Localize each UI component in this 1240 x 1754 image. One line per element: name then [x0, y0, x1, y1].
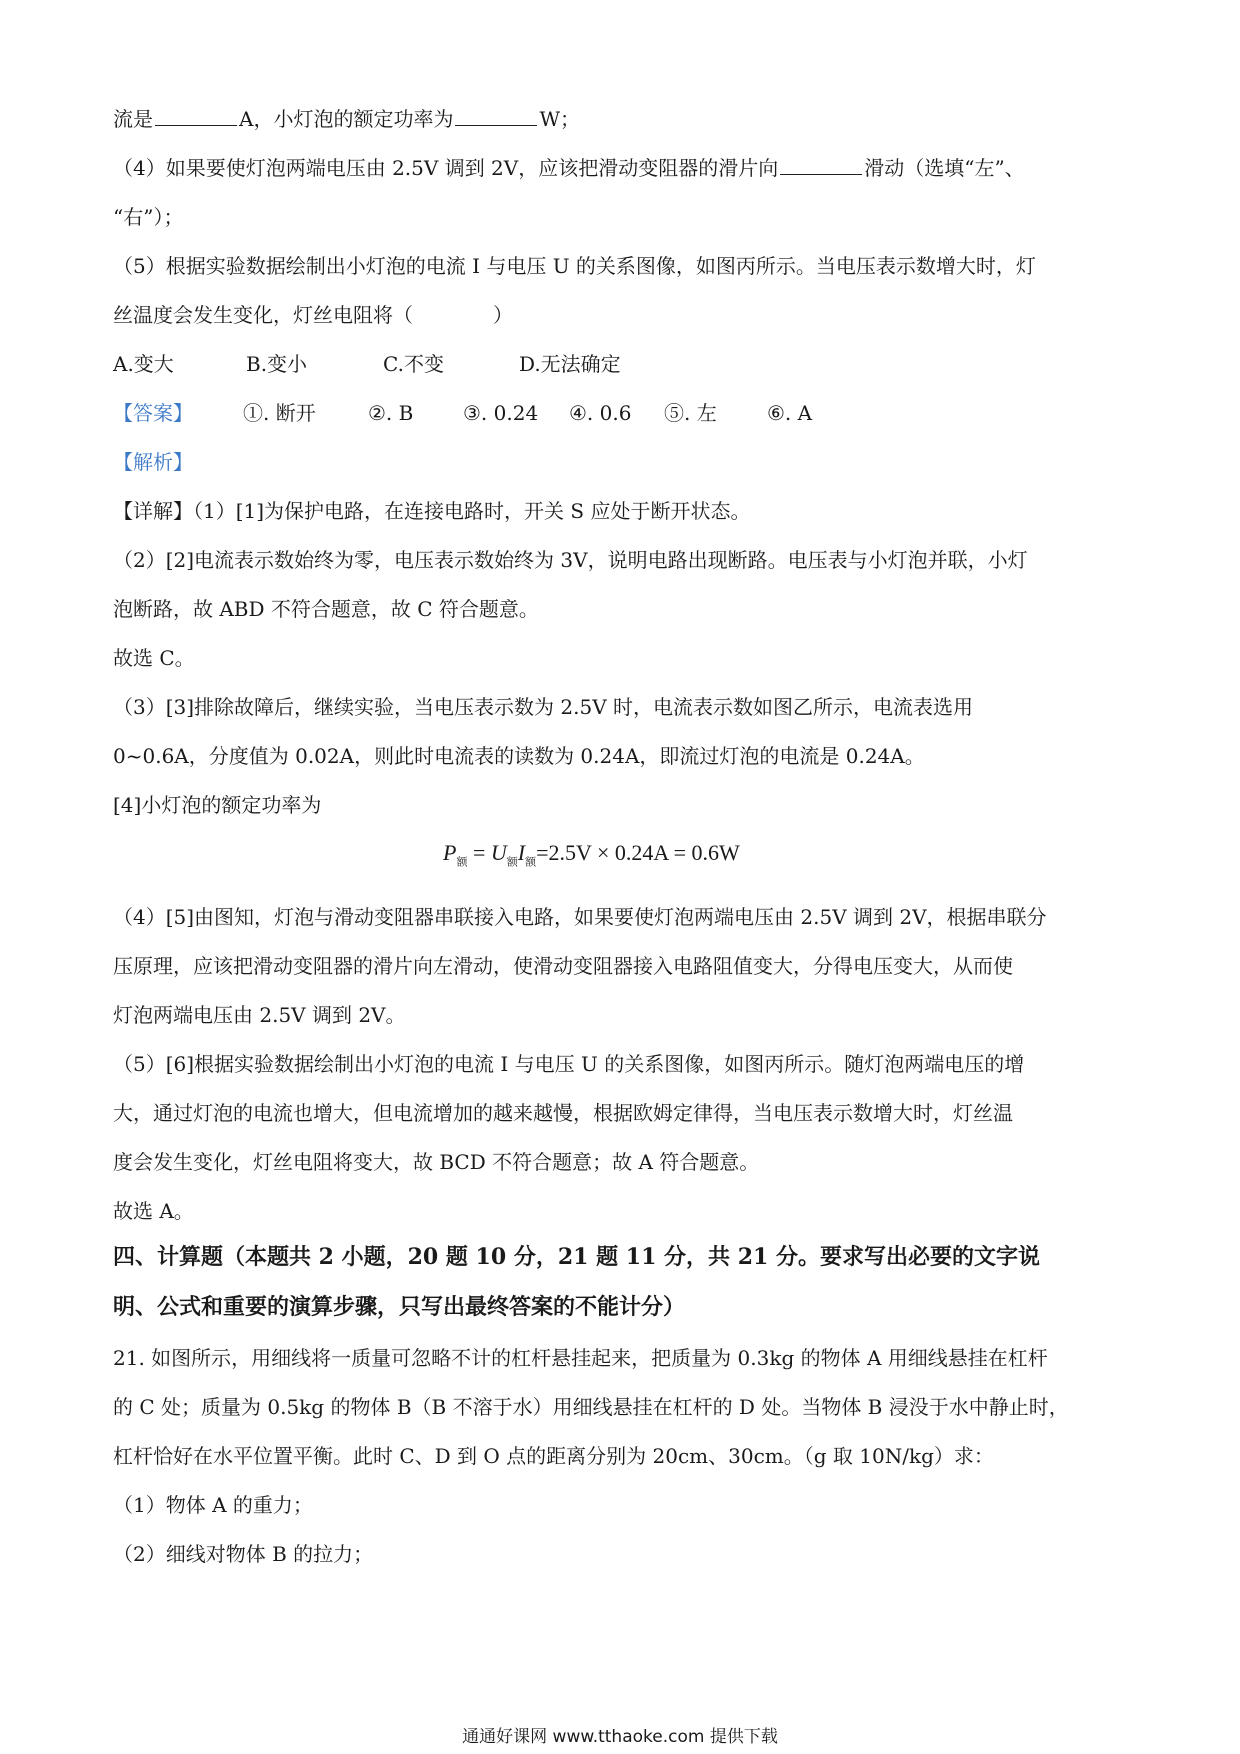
answer-item: ③. 0.24	[463, 401, 539, 425]
analysis-line: 度会发生变化，灯丝电阻将变大，故 BCD 不符合题意；故 A 符合题意。	[113, 1150, 760, 1174]
formula-rest: =2.5V × 0.24A = 0.6W	[536, 840, 740, 865]
option-a: A.变大	[113, 352, 174, 376]
q3-text-mid: A，小灯泡的额定功率为	[239, 107, 454, 131]
q21-line: 杠杆恰好在水平位置平衡。此时 C、D 到 O 点的距离分别为 20cm、30cm。（g 取 10N/kg）求：	[113, 1444, 994, 1468]
power-blank	[455, 107, 537, 126]
q4-text-post: 滑动（选填“左”、	[864, 156, 1025, 180]
direction-blank	[780, 156, 862, 175]
answer-item: ⑥. A	[767, 401, 813, 425]
analysis-line: 故选 C。	[113, 646, 195, 670]
options-row	[113, 351, 621, 377]
option-c: C.不变	[383, 352, 444, 376]
q4-line2: “右”）；	[113, 205, 184, 229]
analysis-line: （3）[3]排除故障后，继续实验，当电压表示数为 2.5V 时，电流表示数如图乙所示，电流表选用	[113, 695, 974, 719]
current-blank	[155, 107, 237, 126]
analysis-line: （2）[2]电流表示数始终为零，电压表示数始终为 3V，说明电路出现断路。电压表与小灯泡并联，小灯	[113, 548, 1028, 572]
formula-sub: 额	[506, 855, 518, 869]
answer-item: ①. 断开	[243, 401, 316, 425]
formula-sub: 额	[525, 855, 537, 869]
q21-line: 21. 如图所示，用细线将一质量可忽略不计的杠杆悬挂起来，把质量为 0.3kg 的物体 A 用细线悬挂在杠杆	[113, 1346, 1048, 1370]
answer-item: ④. 0.6	[569, 401, 632, 425]
analysis-line: 压原理，应该把滑动变阻器的滑片向左滑动，使滑动变阻器接入电路阻值变大，分得电压变大，从而使	[113, 954, 1013, 978]
option-d: D.无法确定	[519, 352, 621, 376]
analysis-line: 泡断路，故 ABD 不符合题意，故 C 符合题意。	[113, 597, 539, 621]
analysis-line: （5）[6]根据实验数据绘制出小灯泡的电流 I 与电压 U 的关系图像，如图丙所示。随灯泡两端电压的增	[113, 1052, 1025, 1076]
answer-label: 【答案】	[113, 401, 193, 425]
q5-line2: 丝温度会发生变化，灯丝电阻将（ ）	[113, 303, 513, 327]
analysis-line: [4]小灯泡的额定功率为	[113, 793, 322, 817]
analysis-line: 0~0.6A，分度值为 0.02A，则此时电流表的读数为 0.24A，即流过灯泡的电流是 0.24A。	[113, 744, 925, 768]
q3-text-pre: 流是	[113, 107, 153, 131]
q5-line1: （5）根据实验数据绘制出小灯泡的电流 I 与电压 U 的关系图像，如图丙所示。当电压表示数增大时，灯	[113, 254, 1036, 278]
analysis-line: 【详解】（1）[1]为保护电路，在连接电路时，开关 S 应处于断开状态。	[113, 499, 751, 523]
q4-text-pre: （4）如果要使灯泡两端电压由 2.5V 调到 2V，应该把滑动变阻器的滑片向	[113, 156, 779, 180]
power-formula: $P_额 = U_额I_额=2.5V \times 0.24A = 0.6W$	[443, 840, 740, 869]
footer-watermark: 通通好课网 www.tthaoke.com 提供下载	[462, 1727, 778, 1747]
q21-line: （1）物体 A 的重力；	[113, 1493, 313, 1517]
formula-p: P	[443, 840, 457, 865]
formula-sub: 额	[456, 855, 468, 869]
formula-u: U	[490, 840, 507, 865]
answer-item: ②. B	[368, 401, 414, 425]
section-heading: 明、公式和重要的演算步骤，只写出最终答案的不能计分）	[113, 1294, 686, 1320]
section-heading: 四、计算题（本题共 2 小题，20 题 10 分，21 题 11 分，共 21 分。要求写出必要的文字说	[113, 1244, 1040, 1270]
q3-tail-line	[113, 106, 580, 132]
option-b: B.变小	[246, 352, 308, 376]
analysis-line: （4）[5]由图知，灯泡与滑动变阻器串联接入电路，如果要使灯泡两端电压由 2.5V 调到 2V，根据串联分	[113, 905, 1047, 929]
q3-text-post: W；	[539, 107, 581, 131]
answer-item: ⑤. 左	[664, 401, 717, 425]
analysis-line: 故选 A。	[113, 1199, 194, 1223]
q4-line1	[113, 155, 1025, 181]
q21-line: 的 C 处；质量为 0.5kg 的物体 B（B 不溶于水）用细线悬挂在杠杆的 D 处。当物体 B 浸没于水中静止时，	[113, 1395, 1069, 1419]
analysis-line: 灯泡两端电压由 2.5V 调到 2V。	[113, 1003, 406, 1027]
answer-row	[113, 400, 812, 426]
analysis-line: 大，通过灯泡的电流也增大，但电流增加的越来越慢，根据欧姆定律得，当电压表示数增大时，灯丝温	[113, 1101, 1013, 1125]
q21-line: （2）细线对物体 B 的拉力；	[113, 1542, 374, 1566]
formula-i: I	[517, 840, 526, 865]
analysis-label: 【解析】	[113, 450, 193, 474]
